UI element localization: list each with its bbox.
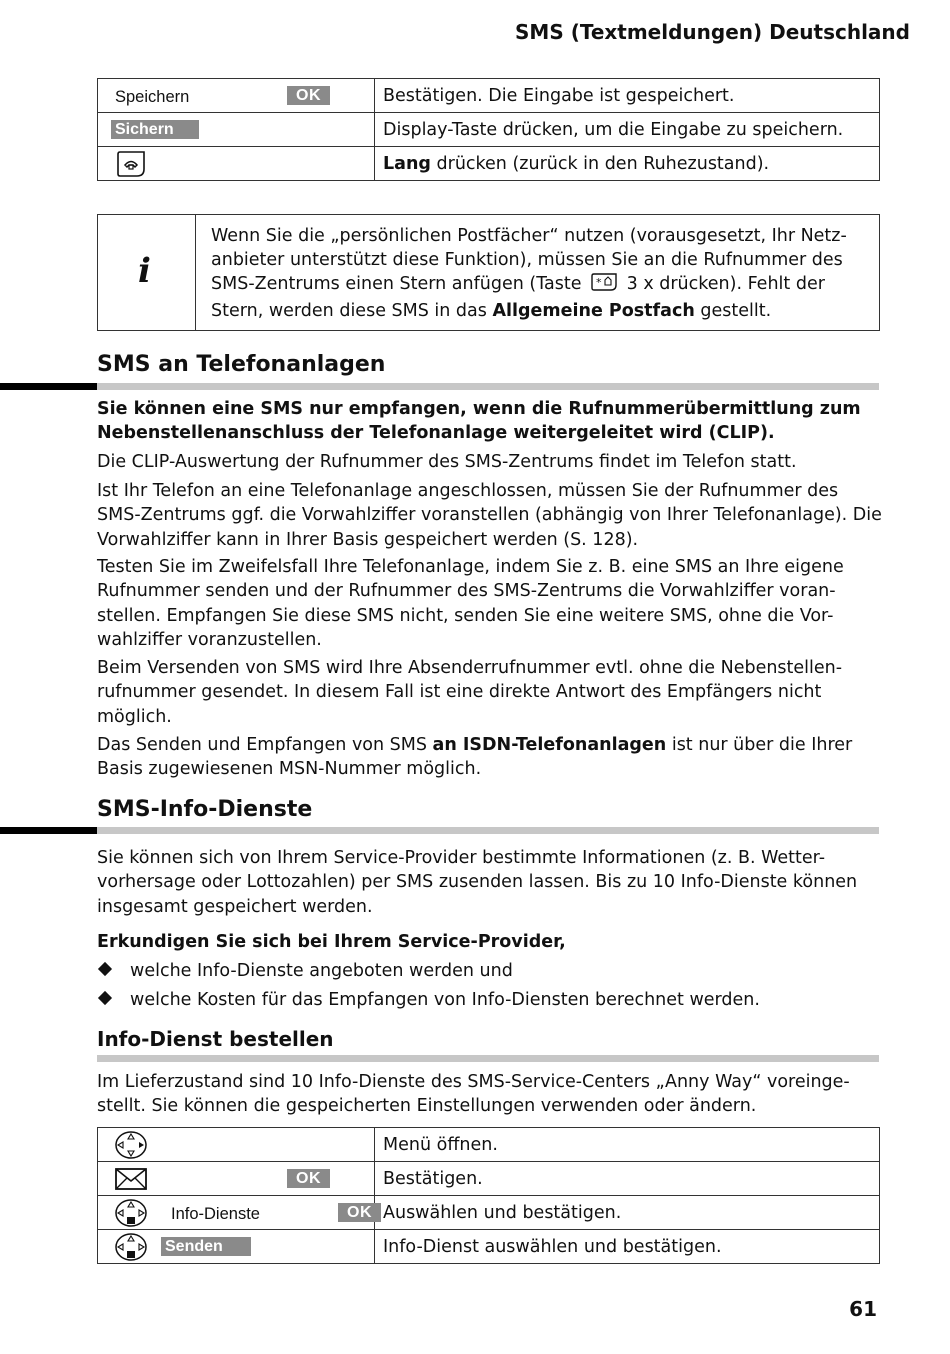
section-rule-gray [97, 1055, 879, 1062]
section-heading-telefonanlagen: SMS an Telefonanlagen [97, 352, 386, 377]
note-text: Wenn Sie die „persönlichen Postfächer“ nutzen (vorausgesetzt, Ihr Netz-anbieter unterstützt diese Funktion), müssen Sie an die Rufnummer des SMS-Zentrums einen Stern anfügen (Taste [211, 226, 847, 294]
nav-key-down-icon[interactable] [114, 1232, 148, 1262]
table-row [98, 113, 880, 147]
envelope-icon[interactable] [114, 1164, 148, 1194]
bullet-diamond-icon [98, 991, 112, 1005]
info-note-box [97, 214, 880, 331]
step-description [375, 147, 880, 181]
description-text: drücken (zurück in den Ruhezustand). [430, 153, 770, 174]
svg-text:*: * [596, 276, 602, 289]
page-header-title: SMS (Textmeldungen) Deutschland [515, 20, 910, 44]
ok-button[interactable]: OK [287, 1169, 330, 1188]
paragraph-bold-text: an ISDN-Telefonanlagen [432, 735, 667, 755]
display-key-senden[interactable]: Senden [161, 1237, 251, 1256]
menu-entry-label: Info-Dienste [171, 1205, 260, 1223]
nav-key-down-icon[interactable] [114, 1198, 148, 1228]
steps-table-save [97, 78, 880, 181]
table-row [98, 1230, 880, 1264]
table-row [98, 1128, 880, 1162]
note-bold-text: Allgemeine Postfach [492, 301, 695, 321]
lead-paragraph: Sie können eine SMS nur empfangen, wenn die Rufnummerübermittlung zum Nebenstellenanschluss der Telefonanlage weitergeleitet wird (CLIP). [97, 399, 861, 444]
menu-entry-label: Speichern [115, 88, 190, 106]
bullet-diamond-icon [98, 962, 112, 976]
page-number: 61 [849, 1297, 877, 1321]
display-key-sichern[interactable]: Sichern [111, 120, 199, 139]
section-rule-black [0, 383, 97, 390]
note-text: 3 x drücken). Fehlt der Stern, werden diese SMS in das [211, 274, 825, 321]
lead-paragraph: Erkundigen Sie sich bei Ihrem Service-Provider, [97, 932, 566, 952]
paragraph [97, 733, 882, 782]
paragraph: Beim Versenden von SMS wird Ihre Absenderrufnummer evtl. ohne die Nebenstellen-rufnummer gesendet. In diesem Fall ist eine direkte Antwort des Empfängers nicht möglich. [97, 658, 843, 727]
steps-table-info-dienst [97, 1127, 880, 1264]
paragraph: Ist Ihr Telefon an eine Telefonanlage angeschlossen, müssen Sie der Rufnummer des SMS-Zentrums ggf. die Vorwahlziffer voranstellen (abhängig von Ihrer Telefonanlage). Die Vorwahlziffer kann in Ihrer Basis gespeichert werden (S. 128). [97, 481, 882, 550]
step-description: Menü öffnen. [375, 1128, 880, 1162]
step-description: Bestätigen. Die Eingabe ist gespeichert. [375, 79, 880, 113]
paragraph-text: ist nur über die Ihrer Basis zugewiesenen MSN-Nummer möglich. [97, 735, 853, 780]
paragraph-text: Das Senden und Empfangen von SMS [97, 735, 433, 755]
table-row [98, 1162, 880, 1196]
ok-button[interactable]: OK [338, 1203, 381, 1222]
table-row [98, 79, 880, 113]
info-icon: i [138, 251, 151, 291]
paragraph: Im Lieferzustand sind 10 Info-Dienste des SMS-Service-Centers „Anny Way“ voreinge-stellt. Sie können die gespeicherten Einstellungen verwenden oder ändern. [97, 1072, 850, 1117]
bold-text: Lang [383, 153, 431, 174]
section-rule-gray [97, 827, 879, 834]
step-description: Bestätigen. [375, 1162, 880, 1196]
subsection-heading-info-dienst-bestellen: Info-Dienst bestellen [97, 1027, 334, 1051]
section-rule-black [0, 827, 97, 834]
paragraph: Die CLIP-Auswertung der Rufnummer des SMS-Zentrums findet im Telefon statt. [97, 452, 797, 472]
table-row [98, 147, 880, 181]
note-text: gestellt. [694, 301, 772, 321]
info-note-text [211, 224, 871, 323]
section-heading-info-dienste: SMS-Info-Dienste [97, 797, 313, 822]
end-call-key-icon [114, 149, 148, 179]
nav-key-icon[interactable] [114, 1130, 148, 1160]
step-description: Display-Taste drücken, um die Eingabe zu speichern. [375, 113, 880, 147]
table-row [98, 1196, 880, 1230]
paragraph: Sie können sich von Ihrem Service-Provider bestimmte Informationen (z. B. Wetter-vorhersage oder Lottozahlen) per SMS zusenden lassen. Bis zu 10 Info-Dienste können insgesamt gespeichert werden. [97, 848, 858, 917]
step-description: Auswählen und bestätigen. [375, 1196, 880, 1230]
section-rule-gray [97, 383, 879, 390]
list-item: welche Info-Dienste angeboten werden und [97, 959, 513, 983]
star-key-icon [589, 272, 619, 299]
step-description: Info-Dienst auswählen und bestätigen. [375, 1230, 880, 1264]
ok-button[interactable]: OK [287, 86, 330, 105]
list-item: welche Kosten für das Empfangen von Info-Diensten berechnet werden. [97, 988, 760, 1012]
paragraph: Testen Sie im Zweifelsfall Ihre Telefonanlage, indem Sie z. B. eine SMS an Ihre eigene Rufnummer senden und der Rufnummer des SMS-Zentrums die Vorwahlziffer voran-stellen. Empfangen Sie diese SMS nicht, senden Sie eine weitere SMS, ohne die Vor-wahlziffer voranzustellen. [97, 557, 844, 650]
